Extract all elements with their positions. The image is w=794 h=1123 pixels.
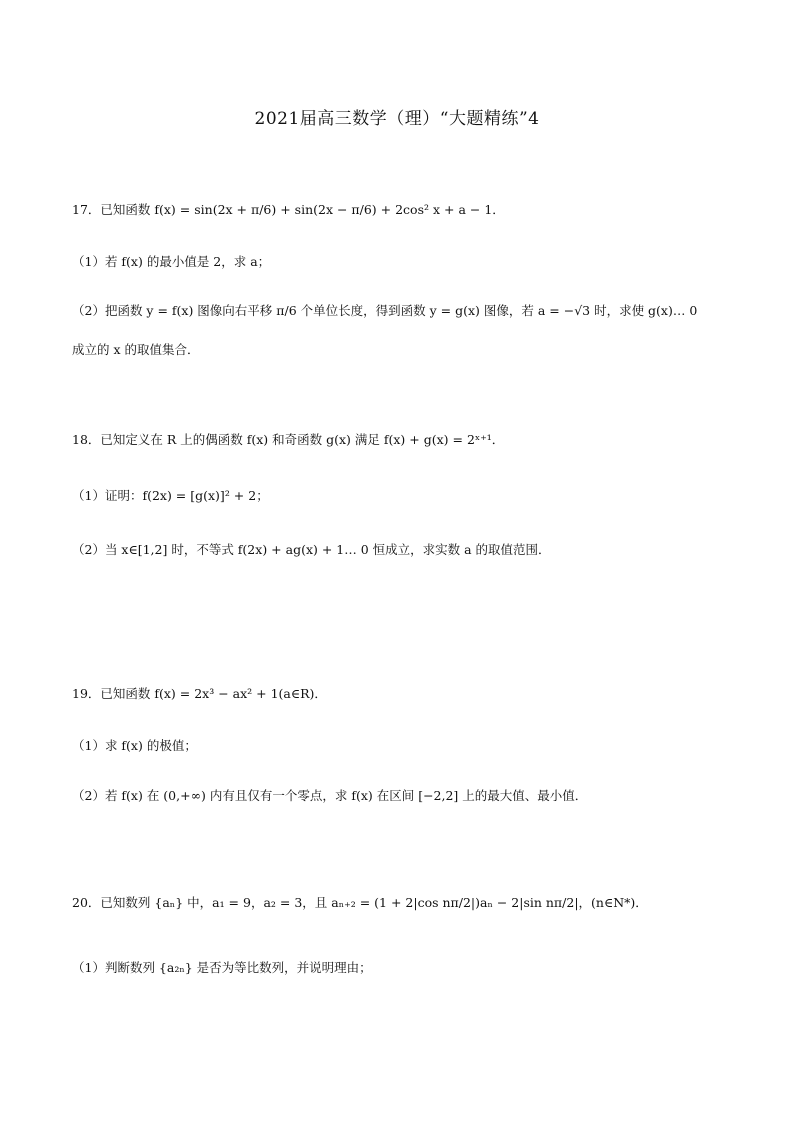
document-title: 2021届高三数学（理）“大题精练”4 [254,109,540,129]
problem-19-part-2: （2）若 f(x) 在 (0,+∞) 内有且仅有一个零点，求 f(x) 在区间 [−2,2] 上的最大值、最小值． [72,788,588,803]
problem-18-part-2: （2）当 x∈[1,2] 时，不等式 f(2x) + ag(x) + 1… 0 恒成立，求实数 a 的取值范围． [72,542,551,557]
problem-18-statement: 18．已知定义在 R 上的偶函数 f(x) 和奇函数 g(x) 满足 f(x) + g(x) = 2ˣ⁺¹． [72,432,505,447]
problem-17-part-1: （1）若 f(x) 的最小值是 2，求 a； [72,254,271,269]
problem-20-part-1: （1）判断数列 {a₂ₙ} 是否为等比数列，并说明理由； [72,960,372,975]
problem-19-statement: 19．已知函数 f(x) = 2x³ − ax² + 1(a∈R)． [72,686,327,701]
problem-19-part-1: （1）求 f(x) 的极值； [72,738,197,753]
problem-17-part-2: （2）把函数 y = f(x) 图像向右平移 π/6 个单位长度，得到函数 y = g(x) 图像，若 a = −√3 时，求使 g(x)… 0 [72,303,698,318]
problem-20-statement: 20．已知数列 {aₙ} 中，a₁ = 9，a₂ = 3，且 aₙ₊₂ = (1 + 2|cos nπ/2|)aₙ − 2|sin nπ/2|，(n∈N*)． [72,895,648,910]
problem-17-statement: 17．已知函数 f(x) = sin(2x + π/6) + sin(2x − π/6) + 2cos² x + a − 1． [72,202,505,217]
problem-18-part-1: （1）证明：f(2x) = [g(x)]² + 2； [72,488,269,503]
problem-17-part-2-continued: 成立的 x 的取值集合． [72,342,200,357]
